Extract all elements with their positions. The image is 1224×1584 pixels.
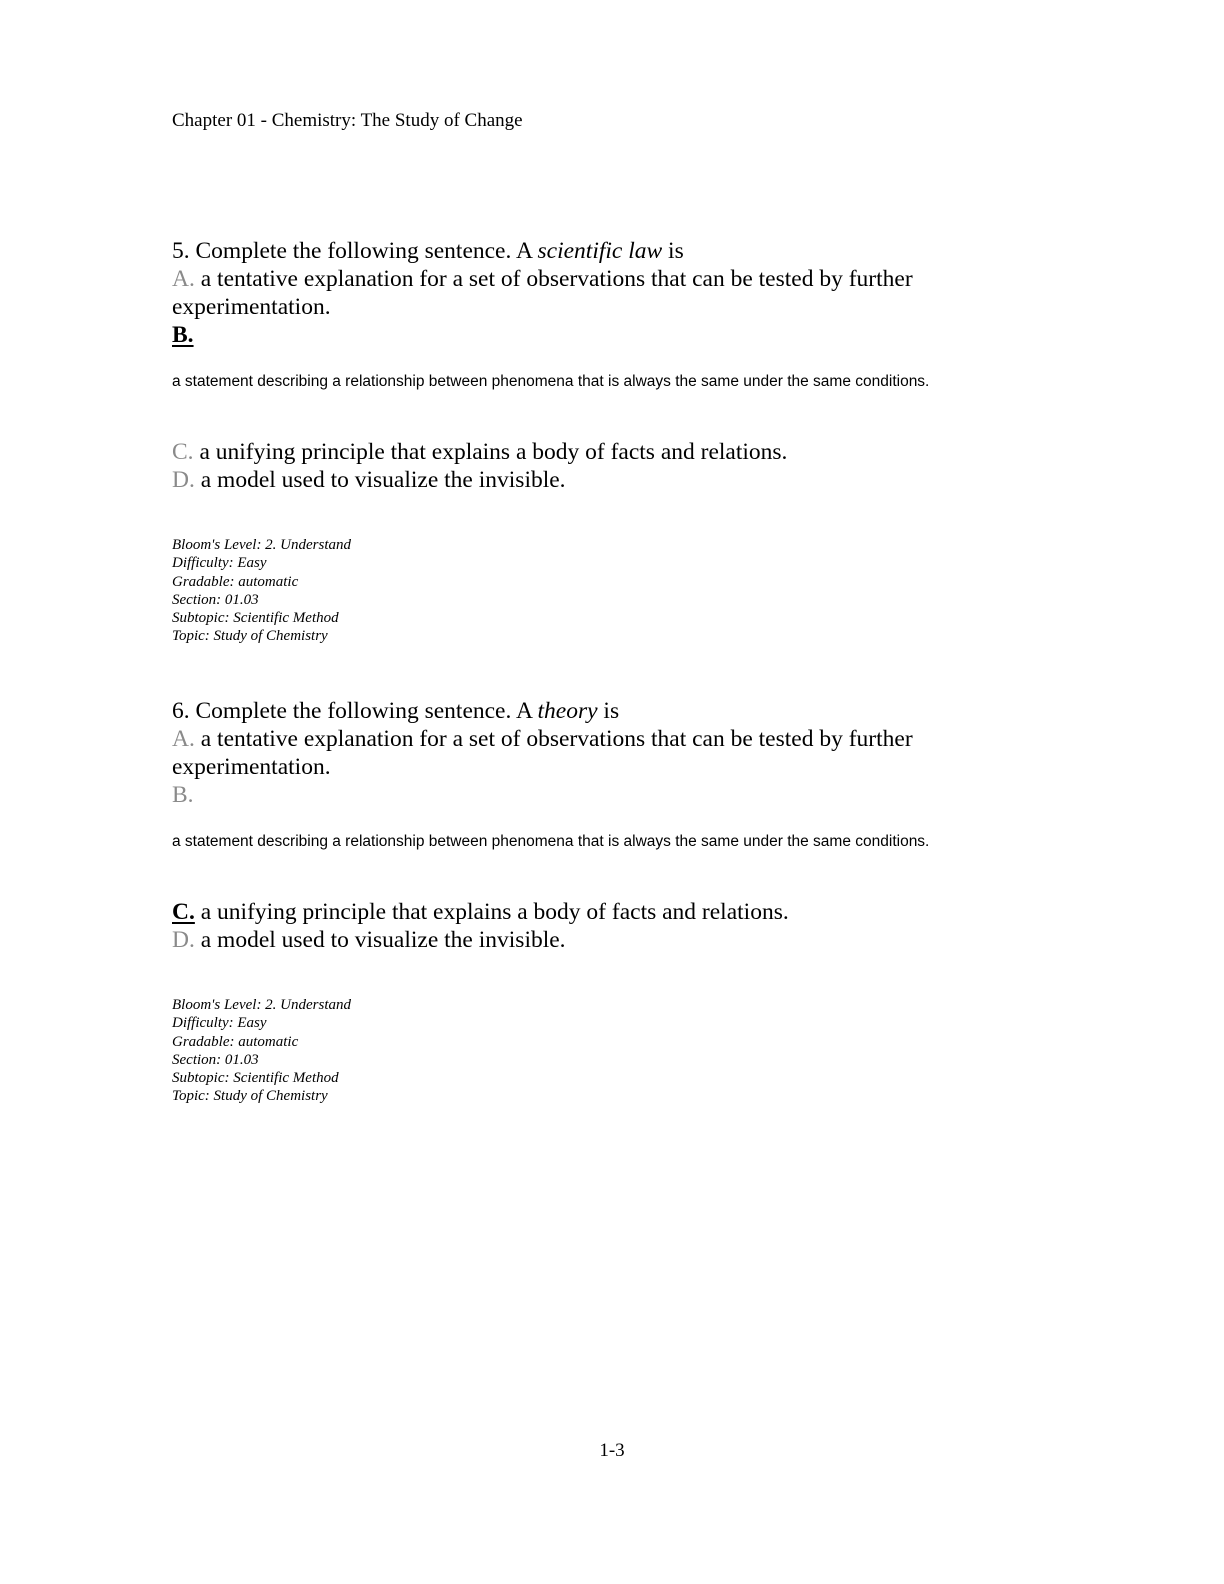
option-letter: C. (172, 439, 194, 465)
question-5 (172, 237, 1072, 646)
question-metadata (172, 996, 1072, 1106)
topic: Topic: Study of Chemistry (172, 1088, 328, 1105)
option-c (172, 438, 1072, 466)
blooms-level: Bloom's Level: 2. Understand (172, 997, 352, 1013)
option-b (172, 781, 1072, 809)
page-header: Chapter 01 - Chemistry: The Study of Change (172, 110, 523, 131)
topic: Topic: Study of Chemistry (172, 628, 328, 645)
option-c (172, 898, 1072, 926)
option-text: a statement describing a relationship between phenomena that is always the same under the same conditions. (172, 833, 930, 850)
option-letter-correct: C. (172, 899, 195, 925)
section: Section: 01.03 (172, 591, 259, 608)
gradable: Gradable: automatic (172, 1033, 299, 1050)
option-letter: D. (172, 927, 195, 953)
option-text: a unifying principle that explains a body of facts and relations. (193, 439, 788, 465)
stem-term: theory (537, 698, 598, 724)
stem-suffix: is (662, 238, 684, 264)
option-d (172, 466, 1072, 494)
difficulty: Difficulty: Easy (172, 555, 267, 572)
option-a (172, 265, 1072, 321)
option-letter: A. (172, 266, 195, 292)
question-metadata (172, 536, 1072, 646)
gradable: Gradable: automatic (172, 573, 299, 590)
option-text: a tentative explanation for a set of observations that can be tested by further experimentation. (172, 266, 913, 320)
blooms-level: Bloom's Level: 2. Understand (172, 537, 352, 553)
option-text: a model used to visualize the invisible. (194, 927, 566, 953)
subtopic: Subtopic: Scientific Method (172, 610, 339, 627)
option-text: a unifying principle that explains a body of facts and relations. (194, 899, 789, 925)
page-number: 1-3 (599, 1440, 625, 1461)
option-text: a statement describing a relationship between phenomena that is always the same under the same conditions. (172, 373, 930, 390)
stem-term: scientific law (537, 238, 663, 264)
option-a (172, 725, 1072, 781)
option-text: a model used to visualize the invisible. (194, 467, 566, 493)
section: Section: 01.03 (172, 1051, 259, 1068)
option-letter-correct: B. (172, 322, 194, 348)
option-letter: D. (172, 467, 195, 493)
difficulty: Difficulty: Easy (172, 1015, 267, 1032)
question-stem (172, 697, 1072, 725)
option-text: a tentative explanation for a set of observations that can be tested by further experimentation. (172, 726, 913, 780)
question-stem (172, 237, 1072, 265)
stem-prefix: 5. Complete the following sentence. A (172, 238, 538, 264)
subtopic: Subtopic: Scientific Method (172, 1070, 339, 1087)
option-letter: B. (172, 782, 194, 808)
question-6 (172, 697, 1072, 1106)
option-letter: A. (172, 726, 195, 752)
option-d (172, 926, 1072, 954)
option-b (172, 321, 1072, 349)
stem-suffix: is (597, 698, 620, 724)
stem-prefix: 6. Complete the following sentence. A (172, 698, 538, 724)
